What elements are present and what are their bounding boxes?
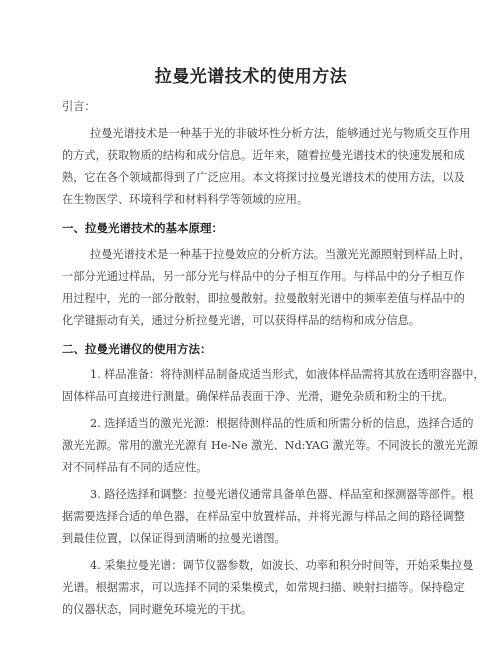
section1-line: 拉曼光谱技术是一种基于拉曼效应的分析方法。当激光光源照射到样品上时，: [90, 248, 471, 261]
section-heading: 二、拉曼光谱仪的使用方法：: [62, 342, 212, 356]
section1-line: 一部分光通过样品，另一部分光与样品中的分子相互作用。与样品中的分子相互作: [62, 270, 465, 283]
section1-line: 化学键振动有关，通过分析拉曼光谱，可以获得样品的结构和成分信息。: [62, 314, 421, 327]
step-2-line: 对不同样品有不同的适应性。: [62, 461, 208, 474]
step-4-line: 4. 采集拉曼光谱：调节仪器参数，如波长、功率和积分时间等，开始采集拉曼: [90, 559, 474, 572]
intro-label: 引言：: [62, 100, 96, 113]
step-1-line: 固体样品可直接进行测量。确保样品表面干净、光滑，避免杂质和粉尘的干扰。: [62, 390, 454, 403]
step-2-line: 2. 选择适当的激光光源：根据待测样品的性质和所需分析的信息，选择合适的: [90, 417, 474, 430]
intro-line: 在生物医学、环境科学和材料科学等领域的应用。: [62, 193, 309, 206]
section1-line: 用过程中，光的一部分散射，即拉曼散射。拉曼散射光谱中的频率差值与样品中的: [62, 292, 465, 305]
step-1-line: 1. 样品准备：将待测样品制备成适当形式，如液体样品需将其放在透明容器中，: [90, 368, 485, 381]
step-4-line: 光谱。根据需求，可以选择不同的采集模式，如常规扫描、映射扫描等。保持稳定: [62, 581, 465, 594]
step-3-line: 到最佳位置，以保证得到清晰的拉曼光谱图。: [62, 532, 286, 545]
step-2-line: 激光光源。常用的激光光源有 He-Ne 激光、Nd:YAG 激光等。不同波长的激光光源: [62, 439, 478, 452]
intro-line: 拉曼光谱技术是一种基于光的非破坏性分析方法，能够通过光与物质交互作用: [90, 127, 471, 140]
intro-line: 熟，它在各个领域都得到了广泛应用。本文将探讨拉曼光谱技术的使用方法，以及: [62, 171, 465, 184]
step-3-line: 3. 路径选择和调整：拉曼光谱仪通常具备单色器、样品室和探测器等部件。根: [90, 488, 474, 501]
document-title: 拉曼光谱技术的使用方法: [154, 67, 348, 87]
intro-line: 的方式，获取物质的结构和成分信息。近年来，随着拉曼光谱技术的快速发展和成: [62, 149, 465, 162]
section-heading: 一、拉曼光谱技术的基本原理：: [62, 221, 223, 235]
step-3-line: 据需要选择合适的单色器，在样品室中放置样品，并将光源与样品之间的路径调整: [62, 510, 465, 523]
step-4-line: 的仪器状态，同时避免环境光的干扰。: [62, 603, 253, 616]
